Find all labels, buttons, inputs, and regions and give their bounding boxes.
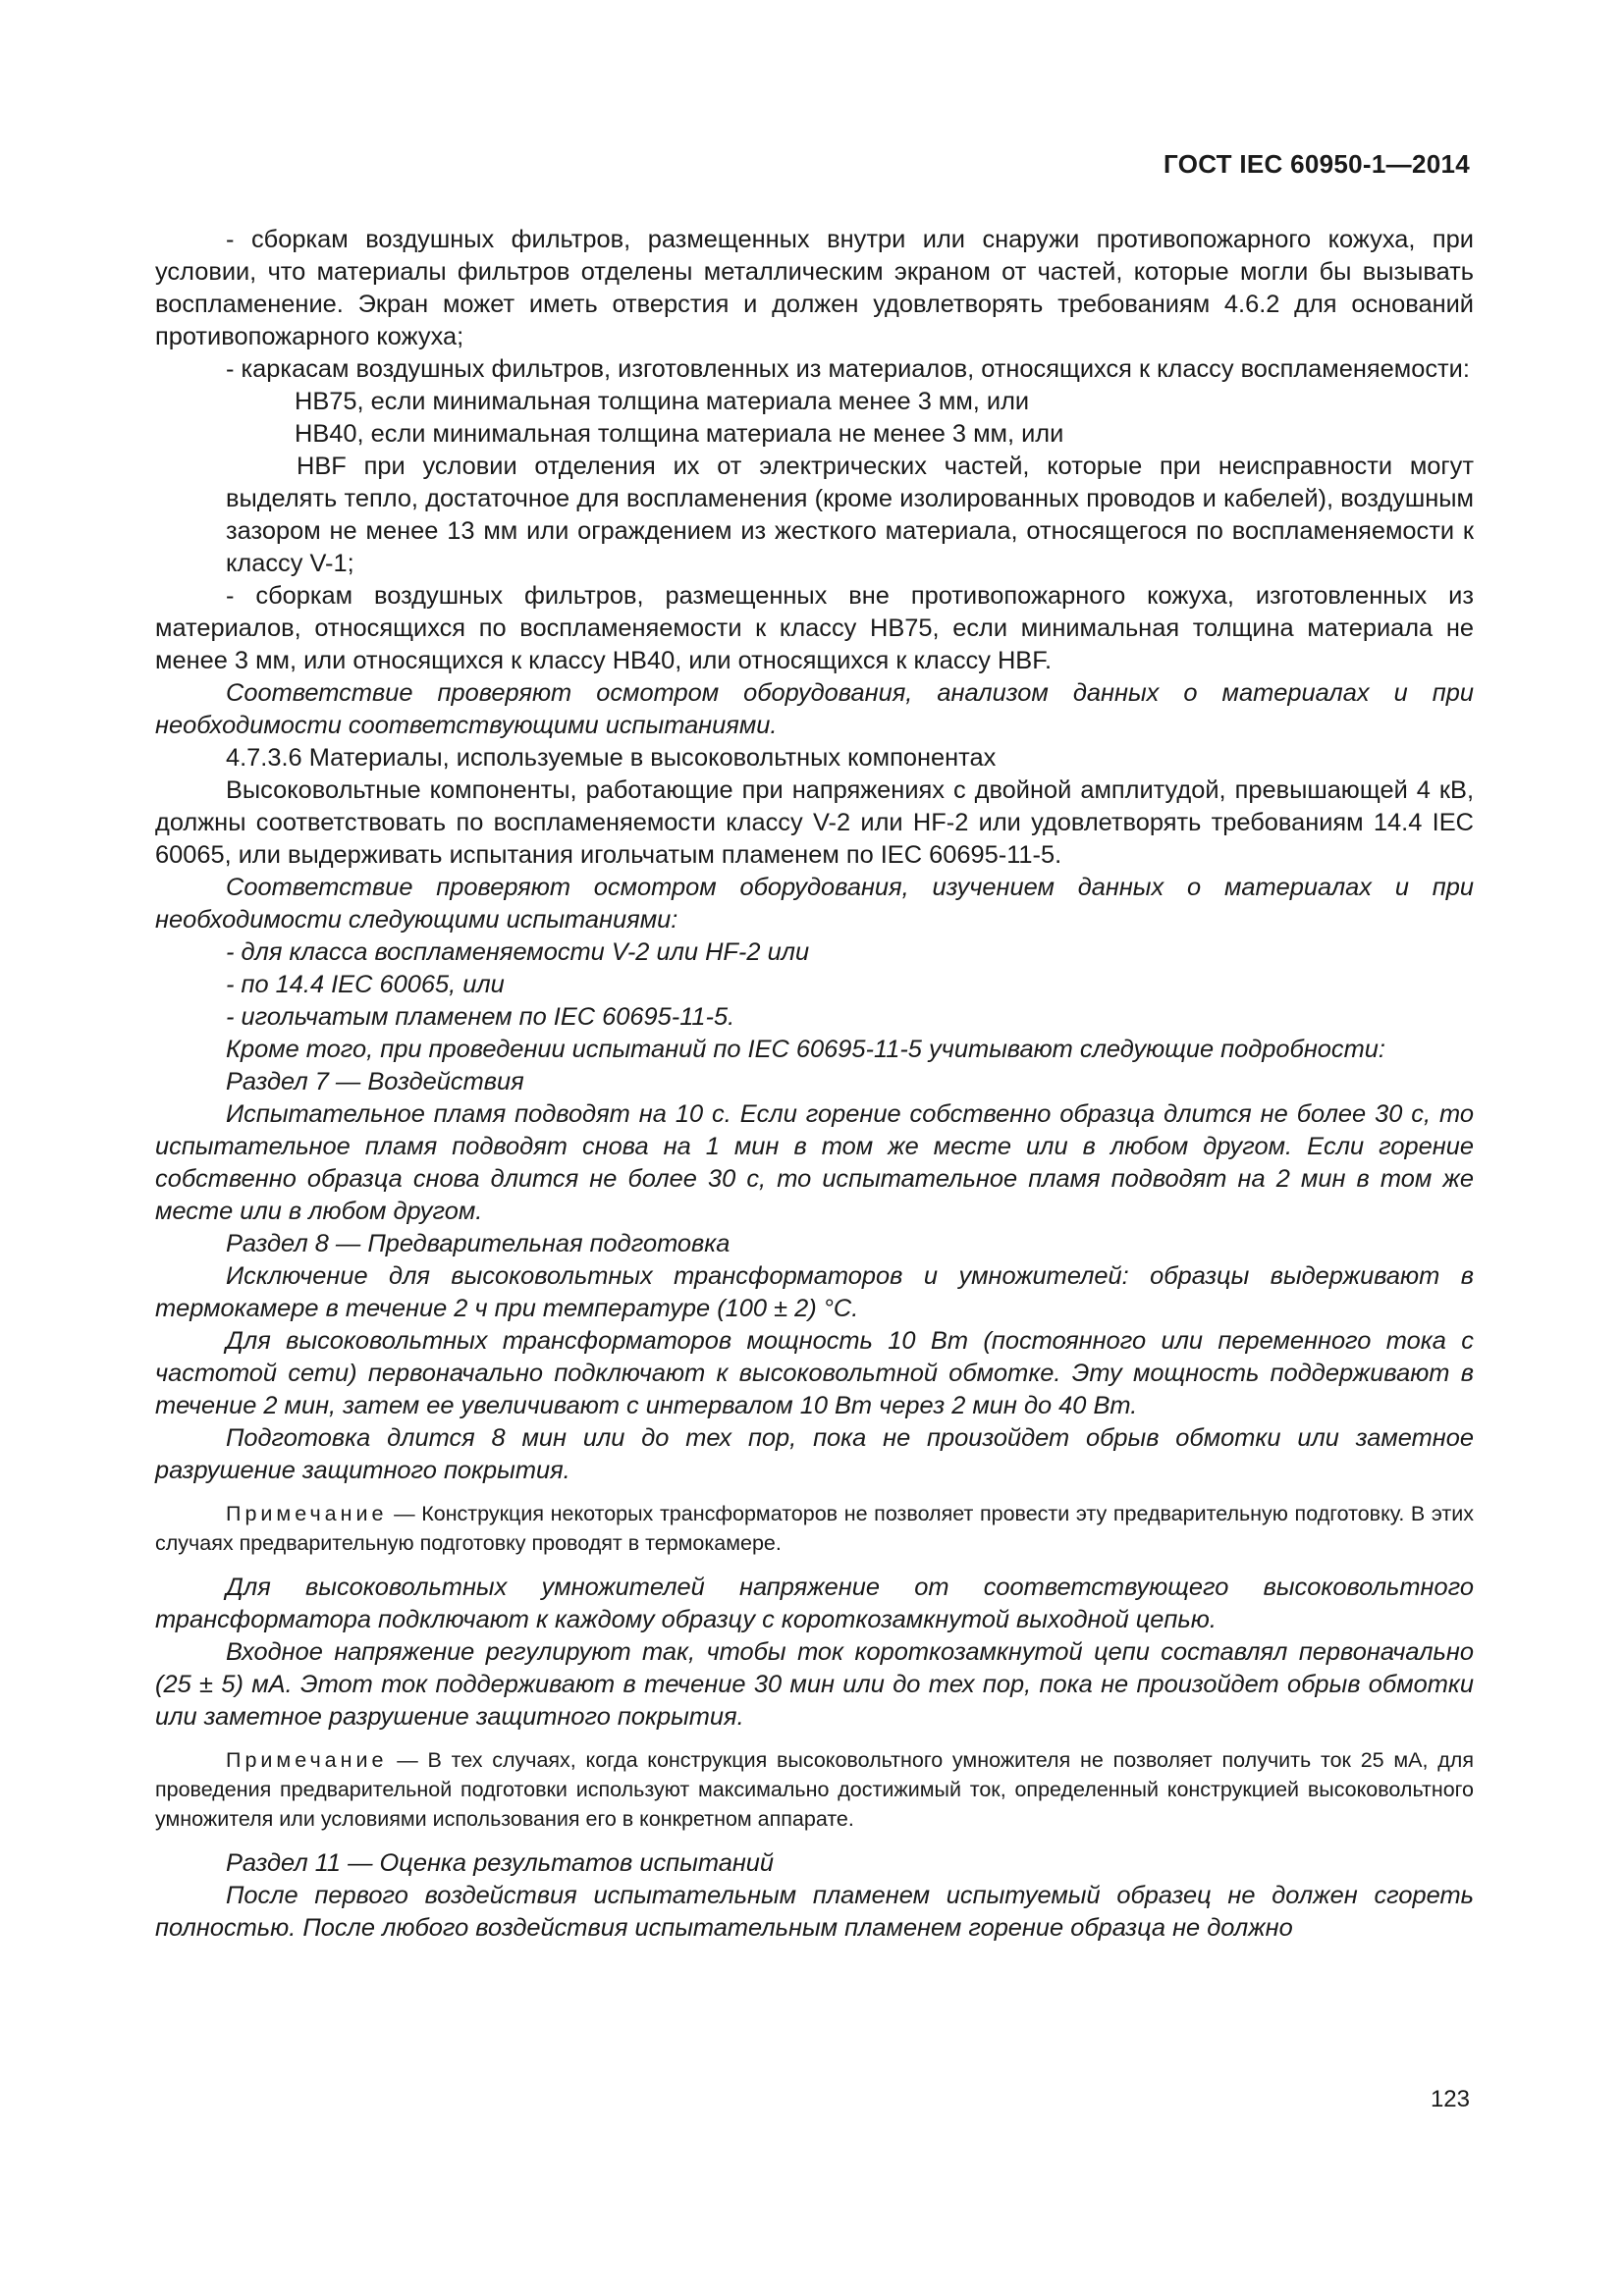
note-text: — Конструкция некоторых трансформаторов не позволяет провести эту предварительную подготовку. В этих случаях предварительную подготовку проводят в термокамере.	[155, 1502, 1474, 1555]
paragraph: - сборкам воздушных фильтров, размещенных внутри или снаружи противопожарного кожуха, при условии, что материалы фильтров отделены металлическим экраном от частей, которые могли бы вызывать воспламенение. Экран может иметь отверстия и должен удовлетворять требованиям 4.6.2 для оснований противопожарного кожуха;	[155, 226, 1474, 350]
document-header: ГОСТ IEC 60950-1—2014	[1164, 149, 1470, 179]
list-item: - по 14.4 IEC 60065, или	[226, 971, 505, 998]
subsection-title: Раздел 8 — Предварительная подготовка	[226, 1230, 731, 1257]
list-item: НВ40, если минимальная толщина материала не менее 3 мм, или	[295, 420, 1064, 448]
paragraph: Испытательное пламя подводят на 10 с. Если горение собственно образца длится не более 30 с, то испытательное пламя подводят снова на 1 мин в том же месте или в любом другом. Если горение собственно образца снова длится не более 30 с, то испытательное пламя подводят на 2 мин в том же месте или в любом другом.	[155, 1100, 1474, 1225]
paragraph: После первого воздействия испытательным пламенем испытуемый образец не должен сгореть полностью. После любого воздействия испытательным пламенем горение образца не должно	[155, 1882, 1474, 1942]
note	[155, 1745, 1474, 1834]
list-item: HBF при условии отделения их от электрических частей, которые при неисправности могут выделять тепло, достаточное для воспламенения (кроме изолированных проводов и кабелей), воздушным зазором не менее 13 мм или ограждением из жесткого материала, относящегося по воспламеняемости к классу V-1;	[226, 453, 1474, 577]
document-body	[155, 224, 1474, 1945]
compliance-paragraph: Соответствие проверяют осмотром оборудования, анализом данных о материалах и при необходимости соответствующими испытаниями.	[155, 679, 1474, 739]
note-label: Примечание	[226, 1502, 388, 1525]
paragraph: Для высоковольтных умножителей напряжение от соответствующего высоковольтного трансформатора подключают к каждому образцу с короткозамкнутой выходной цепью.	[155, 1574, 1474, 1633]
section-heading: 4.7.3.6 Материалы, используемые в высоковольтных компонентах	[226, 744, 997, 772]
paragraph: Исключение для высоковольтных трансформаторов и умножителей: образцы выдерживают в термокамере в течение 2 ч при температуре (100 ± 2) °С.	[155, 1262, 1474, 1322]
paragraph: Кроме того, при проведении испытаний по IEC 60695-11-5 учитывают следующие подробности:	[226, 1036, 1385, 1063]
list-item: НВ75, если минимальная толщина материала менее 3 мм, или	[295, 388, 1030, 415]
paragraph: Подготовка длится 8 мин или до тех пор, пока не произойдет обрыв обмотки или заметное разрушение защитного покрытия.	[155, 1424, 1474, 1484]
note	[155, 1499, 1474, 1558]
list-item: - игольчатым пламенем по IEC 60695-11-5.	[226, 1003, 735, 1031]
paragraph: - сборкам воздушных фильтров, размещенных вне противопожарного кожуха, изготовленных из материалов, относящихся по воспламеняемости к классу НВ75, если минимальная толщина материала не менее 3 мм, или относящихся к классу НВ40, или относящихся к классу HBF.	[155, 582, 1474, 674]
paragraph: - каркасам воздушных фильтров, изготовленных из материалов, относящихся к классу воспламеняемости:	[226, 355, 1470, 383]
note-text: — В тех случаях, когда конструкция высоковольтного умножителя не позволяет получить ток 25 мА, для проведения предварительной подготовки используют максимально достижимый ток, определенный конструкцией высоковольтного умножителя или условиями использования его в конкретном аппарате.	[155, 1748, 1474, 1831]
note-label: Примечание	[226, 1748, 388, 1772]
page-number: 123	[1430, 2086, 1470, 2112]
paragraph: Входное напряжение регулируют так, чтобы ток короткозамкнутой цепи составлял первоначально (25 ± 5) мА. Этот ток поддерживают в течение 30 мин или до тех пор, пока не произойдет обрыв обмотки или заметное разрушение защитного покрытия.	[155, 1638, 1474, 1731]
paragraph: Высоковольтные компоненты, работающие при напряжениях с двойной амплитудой, превышающей 4 кВ, должны соответствовать по воспламеняемости классу V-2 или HF-2 или удовлетворять требованиям 14.4 IEC 60065, или выдерживать испытания игольчатым пламенем по IEC 60695-11-5.	[155, 776, 1474, 869]
subsection-title: Раздел 11 — Оценка результатов испытаний	[226, 1849, 775, 1877]
subsection-title: Раздел 7 — Воздействия	[226, 1068, 524, 1095]
paragraph: Для высоковольтных трансформаторов мощность 10 Вт (постоянного или переменного тока с частотой сети) первоначально подключают к высоковольтной обмотке. Эту мощность поддерживают в течение 2 мин, затем ее увеличивают с интервалом 10 Вт через 2 мин до 40 Вт.	[155, 1327, 1474, 1419]
compliance-paragraph: Соответствие проверяют осмотром оборудования, изучением данных о материалах и при необходимости следующими испытаниями:	[155, 874, 1474, 934]
list-item: - для класса воспламеняемости V-2 или HF-2 или	[226, 938, 810, 966]
